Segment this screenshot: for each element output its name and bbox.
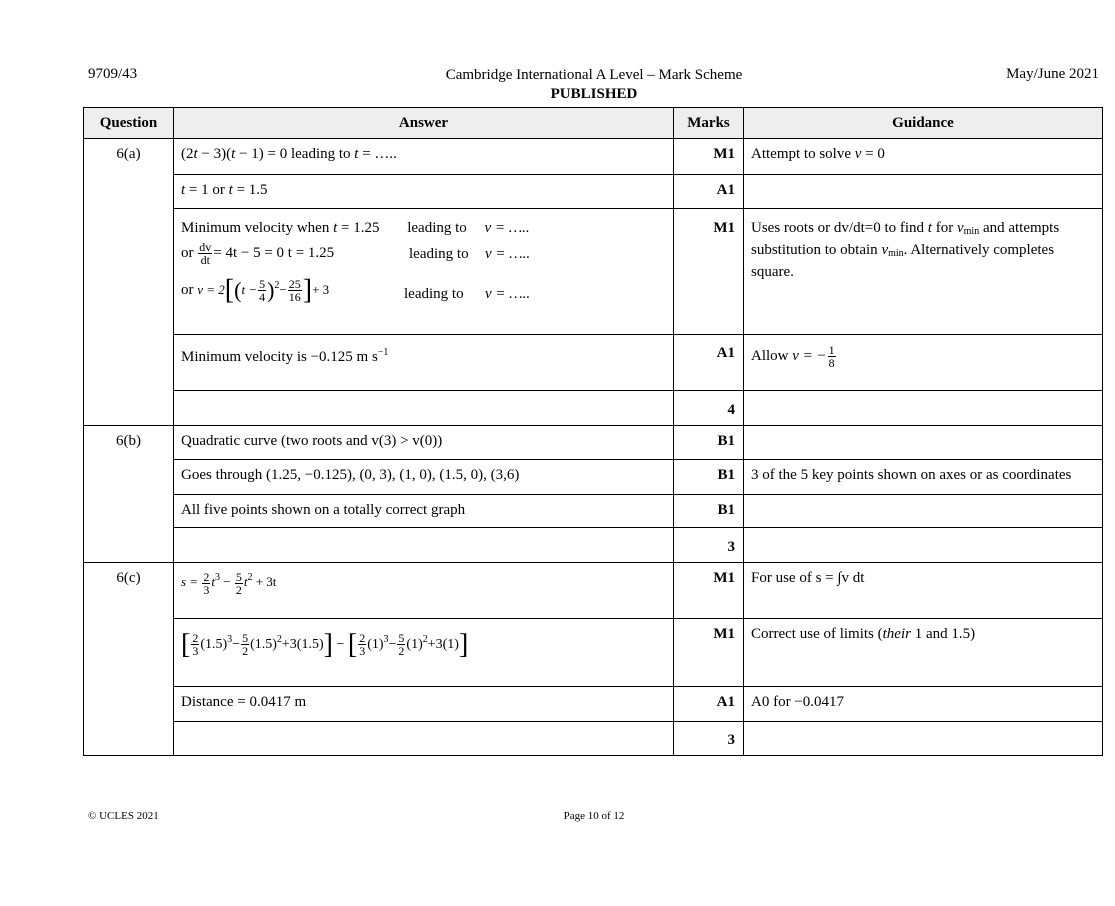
table-row	[84, 335, 1103, 391]
answer-var: t	[228, 182, 233, 198]
answer-cell	[174, 335, 674, 391]
guidance-cell	[744, 619, 1103, 687]
frac-num: 5	[398, 631, 405, 646]
exponent: 3	[214, 572, 220, 583]
guidance-text: = 0	[861, 146, 885, 162]
question-label-6c: 6(c)	[84, 563, 174, 756]
table-row	[84, 460, 1103, 495]
table-row	[84, 687, 1103, 722]
guidance-cell	[744, 528, 1103, 563]
answer-cell: Quadratic curve (two roots and v(3) > v(0))	[174, 426, 674, 460]
derivative-fraction	[198, 241, 212, 266]
mark-cell: B1	[674, 495, 744, 528]
answer-text: (1.5)	[200, 637, 228, 652]
exponent: 3	[383, 634, 389, 645]
table-row	[84, 209, 1103, 335]
published-label: PUBLISHED	[550, 86, 638, 102]
answer-text: = 4t − 5 = 0 t = 1.25	[213, 244, 335, 261]
guidance-var: v = −	[792, 347, 827, 364]
frac-num: 2	[203, 569, 210, 584]
answer-text: (1)	[406, 637, 423, 652]
answer-cell	[174, 722, 674, 756]
guidance-text: . Alternatively completes square.	[751, 242, 1055, 280]
answer-text: + 3t	[255, 574, 277, 589]
answer-text: = 1.5	[232, 182, 268, 198]
copyright-notice: © UCLES 2021	[88, 810, 159, 822]
table-row	[84, 175, 1103, 209]
guidance-text: Uses roots or dv/dt=0 to find	[751, 220, 928, 236]
fraction	[235, 571, 243, 596]
total-marks: 3	[674, 722, 744, 756]
frac-num: 5	[242, 631, 249, 646]
exponent: 3	[227, 634, 233, 645]
answer-cell	[174, 528, 674, 563]
answer-var: t	[354, 146, 359, 162]
question-label-6a: 6(a)	[84, 139, 174, 426]
answer-line-2	[181, 241, 666, 277]
table-row	[84, 139, 1103, 175]
mark-scheme-table	[83, 107, 1103, 756]
paren-icon: (	[234, 277, 242, 303]
mark-cell: B1	[674, 426, 744, 460]
guidance-text: Attempt to solve	[751, 146, 855, 162]
guidance-text: Allow	[751, 347, 793, 364]
answer-text: = 1.25	[337, 220, 380, 236]
frac-num: dv	[199, 240, 212, 254]
answer-var: t	[193, 146, 198, 162]
frac-num: 5	[235, 569, 242, 584]
or-label: or	[181, 244, 194, 261]
leading-to-label: leading to	[409, 246, 469, 262]
answer-var: t	[243, 574, 248, 589]
answer-text: − 3)(	[197, 146, 232, 162]
exponent: 2	[247, 572, 253, 583]
answer-var: t	[211, 574, 215, 589]
guidance-cell	[744, 175, 1103, 209]
mark-cell: A1	[674, 175, 744, 209]
total-marks: 3	[674, 528, 744, 563]
answer-cell: All five points shown on a totally correct graph	[174, 495, 674, 528]
answer-text: +3(1)	[427, 637, 459, 652]
answer-text: (2	[181, 146, 194, 162]
answer-text: −	[388, 637, 397, 652]
exponent: 2	[276, 634, 282, 645]
frac-num: 25	[288, 277, 301, 292]
frac-num: 1	[828, 343, 835, 357]
table-row	[84, 426, 1103, 460]
fraction	[358, 632, 366, 657]
table-row	[84, 563, 1103, 619]
mark-cell: M1	[674, 563, 744, 619]
mark-cell: B1	[674, 460, 744, 495]
guidance-cell: For use of s = ∫v dt	[744, 563, 1103, 619]
subscript: min	[888, 248, 904, 259]
answer-var: v = 2	[197, 282, 225, 297]
answer-cell: Goes through (1.25, −0.125), (0, 3), (1, 0), (1.5, 0), (3,6)	[174, 460, 674, 495]
bracket-icon: [	[224, 274, 235, 306]
answer-var: s =	[181, 574, 199, 589]
frac-den: 2	[235, 582, 242, 597]
guidance-text: and attempts substitution to obtain	[751, 220, 1060, 258]
table-header-row	[84, 108, 1103, 139]
answer-text: = …..	[358, 146, 397, 162]
answer-text: −	[223, 574, 231, 589]
answer-var: t −	[241, 282, 258, 297]
bracket-icon: [	[347, 628, 358, 660]
guidance-text: Correct use of limits (	[751, 626, 883, 642]
total-marks: 4	[674, 391, 744, 426]
answer-cell	[174, 209, 674, 335]
guidance-cell	[744, 139, 1103, 175]
subscript: min	[963, 226, 980, 237]
bracket-icon: ]	[458, 628, 469, 660]
guidance-text: for	[931, 220, 957, 236]
frac-num: 2	[359, 631, 366, 646]
answer-text: Minimum velocity when	[181, 220, 334, 236]
document-title	[0, 66, 1115, 104]
frac-den: 8	[828, 356, 835, 370]
guidance-text: 1 and 1.5)	[910, 626, 976, 642]
answer-var: t	[333, 220, 338, 236]
answer-text: = 1 or	[185, 182, 229, 198]
guidance-cell: 3 of the 5 key points shown on axes or as coordinates	[744, 460, 1103, 495]
total-row	[84, 722, 1103, 756]
fraction	[202, 571, 210, 596]
guidance-var: t	[927, 220, 932, 236]
fraction	[397, 632, 405, 657]
mark-cell: A1	[674, 335, 744, 391]
exponent: −1	[377, 347, 389, 358]
answer-var: v = …..	[485, 246, 531, 262]
frac-num: 5	[259, 277, 266, 292]
answer-text: −	[232, 637, 241, 652]
answer-text: +3(1.5)	[281, 637, 324, 652]
answer-cell	[174, 391, 674, 426]
guidance-cell: A0 for −0.0417	[744, 687, 1103, 722]
frac-den: 3	[192, 644, 199, 659]
frac-den: 3	[203, 582, 210, 597]
answer-text: (1.5)	[250, 637, 277, 652]
table-row	[84, 495, 1103, 528]
answer-cell	[174, 139, 674, 175]
table-row	[84, 619, 1103, 687]
mark-cell: A1	[674, 687, 744, 722]
guidance-var: their	[882, 626, 911, 642]
bracket-icon: [	[181, 628, 191, 660]
answer-cell	[174, 619, 674, 687]
guidance-var: v	[956, 220, 964, 236]
total-row	[84, 391, 1103, 426]
guidance-cell	[744, 335, 1103, 391]
exam-session: May/June 2021	[1006, 66, 1099, 82]
answer-var: t	[181, 182, 186, 198]
answer-var: t	[231, 146, 236, 162]
answer-text: −	[336, 637, 345, 652]
frac-den: 3	[359, 644, 366, 659]
frac-den: dt	[200, 253, 210, 267]
frac-den: 4	[259, 290, 266, 305]
answer-text: (1)	[367, 637, 384, 652]
fraction	[191, 632, 199, 657]
answer-cell: Distance = 0.0417 m	[174, 687, 674, 722]
col-question: Question	[84, 108, 174, 139]
exponent: 2	[422, 634, 428, 645]
mark-cell: M1	[674, 619, 744, 687]
guidance-cell	[744, 209, 1103, 335]
leading-to-label: leading to	[407, 220, 467, 236]
total-row	[84, 528, 1103, 563]
fraction	[258, 278, 266, 303]
frac-num: 2	[192, 631, 199, 646]
guidance-var: v	[854, 146, 862, 162]
answer-text: − 1) = 0 leading to	[235, 146, 355, 162]
mark-cell: M1	[674, 139, 744, 175]
or-label: or	[181, 282, 194, 298]
fraction	[241, 632, 249, 657]
paper-code: 9709/43	[88, 66, 138, 82]
answer-var: v = …..	[485, 286, 531, 302]
col-guidance: Guidance	[744, 108, 1103, 139]
answer-text: −	[279, 282, 287, 297]
guidance-cell	[744, 495, 1103, 528]
question-label-6b: 6(b)	[84, 426, 174, 563]
answer-line-1	[181, 219, 666, 241]
page-number: Page 10 of 12	[563, 810, 625, 822]
answer-line-3	[181, 274, 666, 317]
answer-var: v = …..	[484, 220, 530, 236]
bracket-icon: ]	[302, 274, 313, 306]
answer-cell	[174, 563, 674, 619]
guidance-cell	[744, 426, 1103, 460]
title-line: Cambridge International A Level – Mark Scheme	[445, 67, 743, 83]
frac-den: 2	[242, 644, 249, 659]
answer-text: + 3	[312, 282, 330, 297]
fraction	[828, 344, 836, 369]
guidance-cell	[744, 722, 1103, 756]
bracket-icon: ]	[323, 628, 333, 660]
frac-den: 2	[398, 644, 405, 659]
guidance-cell	[744, 391, 1103, 426]
col-answer: Answer	[174, 108, 674, 139]
mark-cell: M1	[674, 209, 744, 335]
col-marks: Marks	[674, 108, 744, 139]
frac-den: 16	[288, 290, 301, 305]
guidance-var: v	[881, 242, 889, 258]
paren-icon: )	[267, 277, 275, 303]
fraction	[288, 278, 302, 303]
leading-to-label: leading to	[404, 286, 464, 302]
answer-text: Minimum velocity is −0.125 m s	[181, 349, 378, 365]
answer-cell	[174, 175, 674, 209]
exponent: 2	[274, 280, 280, 291]
